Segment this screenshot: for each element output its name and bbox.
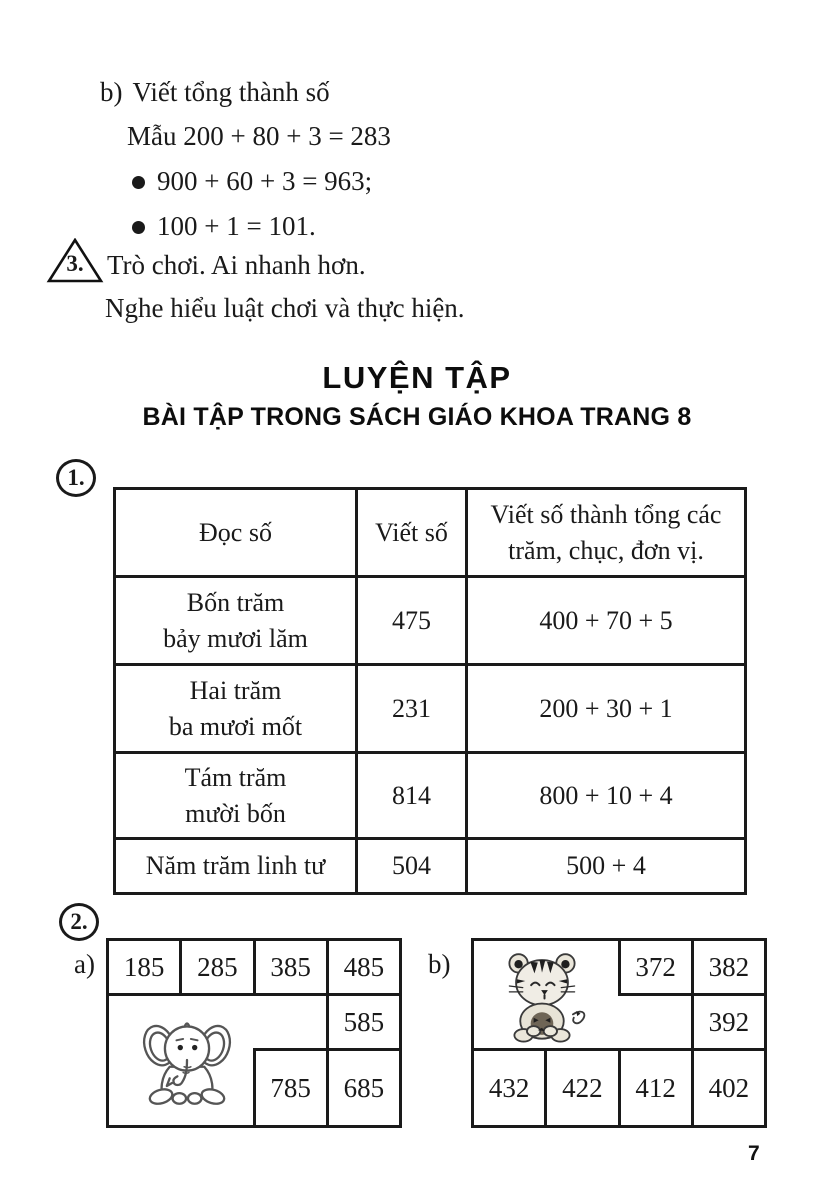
table-row [115,753,746,839]
table-row [115,665,746,753]
header-line: trăm, chục, đơn vị. [508,535,704,565]
bullet-icon [132,221,145,234]
exercise-b-heading [100,76,330,108]
bullet-text: 900 + 60 + 3 = 963; [157,166,373,196]
grid-a-cell: 685 [329,1051,399,1125]
page-number: 7 [748,1142,760,1165]
grid-b-cell: 422 [547,1051,617,1125]
cell-read-line: mười bốn [185,798,286,828]
exercise-3-marker [46,238,104,284]
elephant-image [139,1009,235,1113]
grid-b-cell: 372 [618,941,691,996]
cell-read [115,839,357,894]
grid-b-cell: 382 [694,941,764,993]
bullet-item [132,165,372,197]
grid-a-cell: 585 [329,996,399,1048]
cell-number: 814 [357,753,467,839]
bullet-icon [132,176,145,189]
table-header-row [115,489,746,577]
cell-number: 504 [357,839,467,894]
cell-read-line: Tám trăm [184,763,287,793]
header-line: Viết số [375,517,448,547]
cell-read [115,665,357,753]
cell-number: 475 [357,577,467,665]
header-doc-so [115,489,357,577]
header-line: Viết số thành tổng các [490,500,722,530]
exercise-b-sample: Mẫu 200 + 80 + 3 = 283 [127,121,391,151]
part-a-label: a) [74,949,95,979]
part-b-label: b) [428,949,451,979]
cell-read-line: Bốn trăm [186,588,285,618]
exercise-1-marker: 1. [56,459,96,497]
bullet-text: 100 + 1 = 101. [157,211,316,241]
bullet-item [132,210,316,242]
cell-sum: 200 + 30 + 1 [467,665,746,753]
header-line: Đọc số [199,517,272,547]
cell-number: 231 [357,665,467,753]
cell-read [115,753,357,839]
cell-sum: 500 + 4 [467,839,746,894]
cell-read [115,577,357,665]
exercise-3-number: 3. [66,251,84,276]
exercise-b-label: b) [100,77,123,107]
section-title: LUYỆN TẬP [322,360,512,395]
grid-a-cell: 285 [182,941,252,993]
exercise-3-title: Trò chơi. Ai nhanh hơn. [107,250,366,280]
cell-read-line: Hai trăm [189,676,282,706]
cell-read-line: Năm trăm linh tư [145,851,326,881]
section-subtitle: BÀI TẬP TRONG SÁCH GIÁO KHOA TRANG 8 [142,403,692,431]
grid-a-cell: 485 [329,941,399,993]
grid-a-cell: 385 [256,941,326,993]
exercise-b-title: Viết tổng thành số [132,77,330,107]
cell-read-line: bảy mươi lăm [163,623,308,653]
header-tong [467,489,746,577]
cell-sum: 400 + 70 + 5 [467,577,746,665]
exercise-1-table [113,487,747,895]
grid-a-cell: 785 [253,1048,326,1125]
exercise-3-subtitle: Nghe hiểu luật chơi và thực hiện. [105,293,465,323]
grid-b-cell: 432 [474,1051,544,1125]
tiger-image [496,948,588,1044]
grid-b-cell: 392 [694,996,764,1048]
cell-read-line: ba mươi mốt [168,711,303,741]
header-viet-so [357,489,467,577]
cell-sum: 800 + 10 + 4 [467,753,746,839]
table-row [115,839,746,894]
grid-a-cell: 185 [109,941,179,993]
exercise-2-marker: 2. [59,903,99,941]
grid-b-cell: 402 [694,1051,764,1125]
table-row [115,577,746,665]
number-grid-b [471,938,767,1128]
grid-b-cell: 412 [621,1051,691,1125]
number-grid-a [106,938,402,1128]
